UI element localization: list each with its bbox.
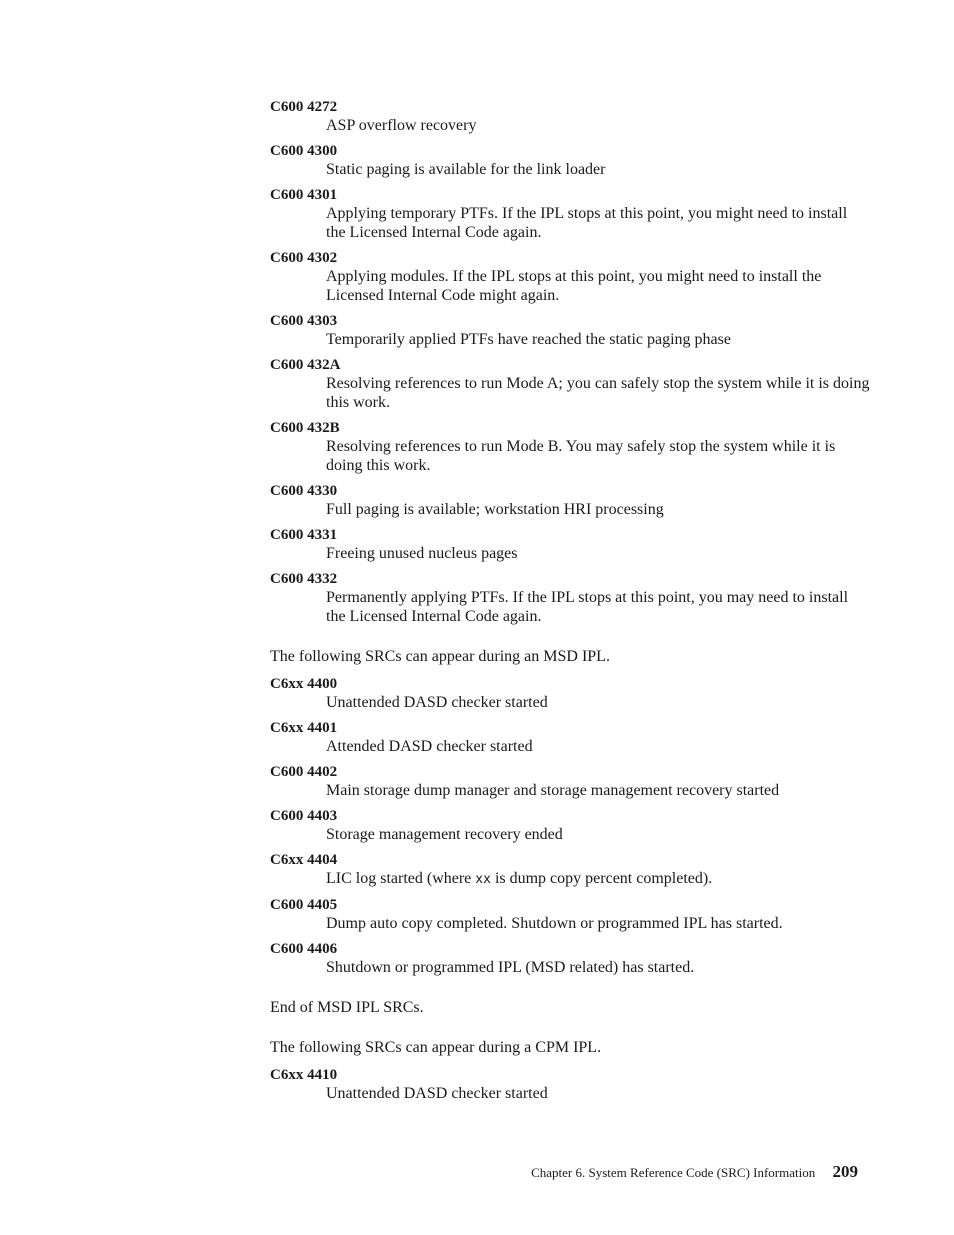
src-code: C600 4300	[270, 143, 338, 159]
chapter-title: Chapter 6. System Reference Code (SRC) Information	[531, 1165, 816, 1180]
src-entry	[270, 763, 870, 800]
src-description: Full paging is available; workstation HRI processing	[326, 501, 664, 518]
src-description: Storage management recovery ended	[326, 826, 563, 843]
src-code: C6xx 4410	[270, 1067, 338, 1083]
src-description: Applying temporary PTFs. If the IPL stops at this point, you might need to install the Licensed Internal Code again.	[326, 205, 848, 241]
src-code: C600 4406	[270, 941, 338, 957]
src-description: Temporarily applied PTFs have reached the static paging phase	[326, 331, 731, 348]
src-entry	[270, 186, 870, 242]
src-entry	[270, 526, 870, 563]
src-entry	[270, 675, 870, 712]
src-description: Dump auto copy completed. Shutdown or programmed IPL has started.	[326, 915, 783, 932]
src-description: Unattended DASD checker started	[326, 1085, 548, 1102]
src-code: C600 4301	[270, 187, 338, 203]
src-entry	[270, 851, 870, 889]
src-entry	[270, 312, 870, 349]
src-code: C600 432A	[270, 357, 341, 373]
src-code: C600 4330	[270, 483, 338, 499]
src-description: Permanently applying PTFs. If the IPL stops at this point, you may need to install the Licensed Internal Code again.	[326, 589, 849, 625]
src-entry	[270, 249, 870, 305]
src-entry	[270, 570, 870, 626]
src-entry	[270, 98, 870, 135]
msd-end-paragraph: End of MSD IPL SRCs.	[270, 999, 424, 1016]
src-entry	[270, 356, 870, 412]
src-code: C600 4405	[270, 897, 338, 913]
src-code: C600 4302	[270, 250, 338, 266]
src-code: C6xx 4401	[270, 720, 338, 736]
src-entry	[270, 807, 870, 844]
src-entry	[270, 719, 870, 756]
msd-intro-paragraph: The following SRCs can appear during an MSD IPL.	[270, 648, 610, 665]
src-code: C600 4403	[270, 808, 338, 824]
page-footer	[531, 1162, 858, 1183]
src-code: C600 4331	[270, 527, 338, 543]
src-code: C600 432B	[270, 420, 340, 436]
src-code: C6xx 4400	[270, 676, 338, 692]
src-entry	[270, 142, 870, 179]
src-entry	[270, 419, 870, 475]
src-code: C600 4402	[270, 764, 338, 780]
page-number: 209	[832, 1162, 858, 1181]
src-description	[326, 869, 870, 889]
src-description: Shutdown or programmed IPL (MSD related) has started.	[326, 959, 695, 976]
src-description: Resolving references to run Mode B. You may safely stop the system while it is doing this work.	[326, 438, 836, 474]
src-description: Static paging is available for the link loader	[326, 161, 606, 178]
src-code: C6xx 4404	[270, 852, 338, 868]
variable-xx: xx	[475, 872, 491, 887]
src-entry	[270, 940, 870, 977]
src-code: C600 4303	[270, 313, 338, 329]
src-entry	[270, 482, 870, 519]
src-description: Unattended DASD checker started	[326, 694, 548, 711]
src-description: Applying modules. If the IPL stops at this point, you might need to install the Licensed Internal Code might again.	[326, 268, 822, 304]
src-description: Attended DASD checker started	[326, 738, 533, 755]
src-entry	[270, 896, 870, 933]
document-body	[270, 98, 870, 1110]
src-description: Resolving references to run Mode A; you can safely stop the system while it is doing this work.	[326, 375, 870, 411]
src-entry	[270, 1066, 870, 1103]
src-description: ASP overflow recovery	[326, 117, 477, 134]
src-description: Main storage dump manager and storage management recovery started	[326, 782, 780, 799]
src-code: C600 4272	[270, 99, 338, 115]
desc-text: LIC log started (where	[326, 870, 476, 887]
cpm-intro-paragraph: The following SRCs can appear during a CPM IPL.	[270, 1039, 602, 1056]
desc-text: is dump copy percent completed).	[490, 870, 713, 887]
src-description: Freeing unused nucleus pages	[326, 545, 518, 562]
src-code: C600 4332	[270, 571, 338, 587]
